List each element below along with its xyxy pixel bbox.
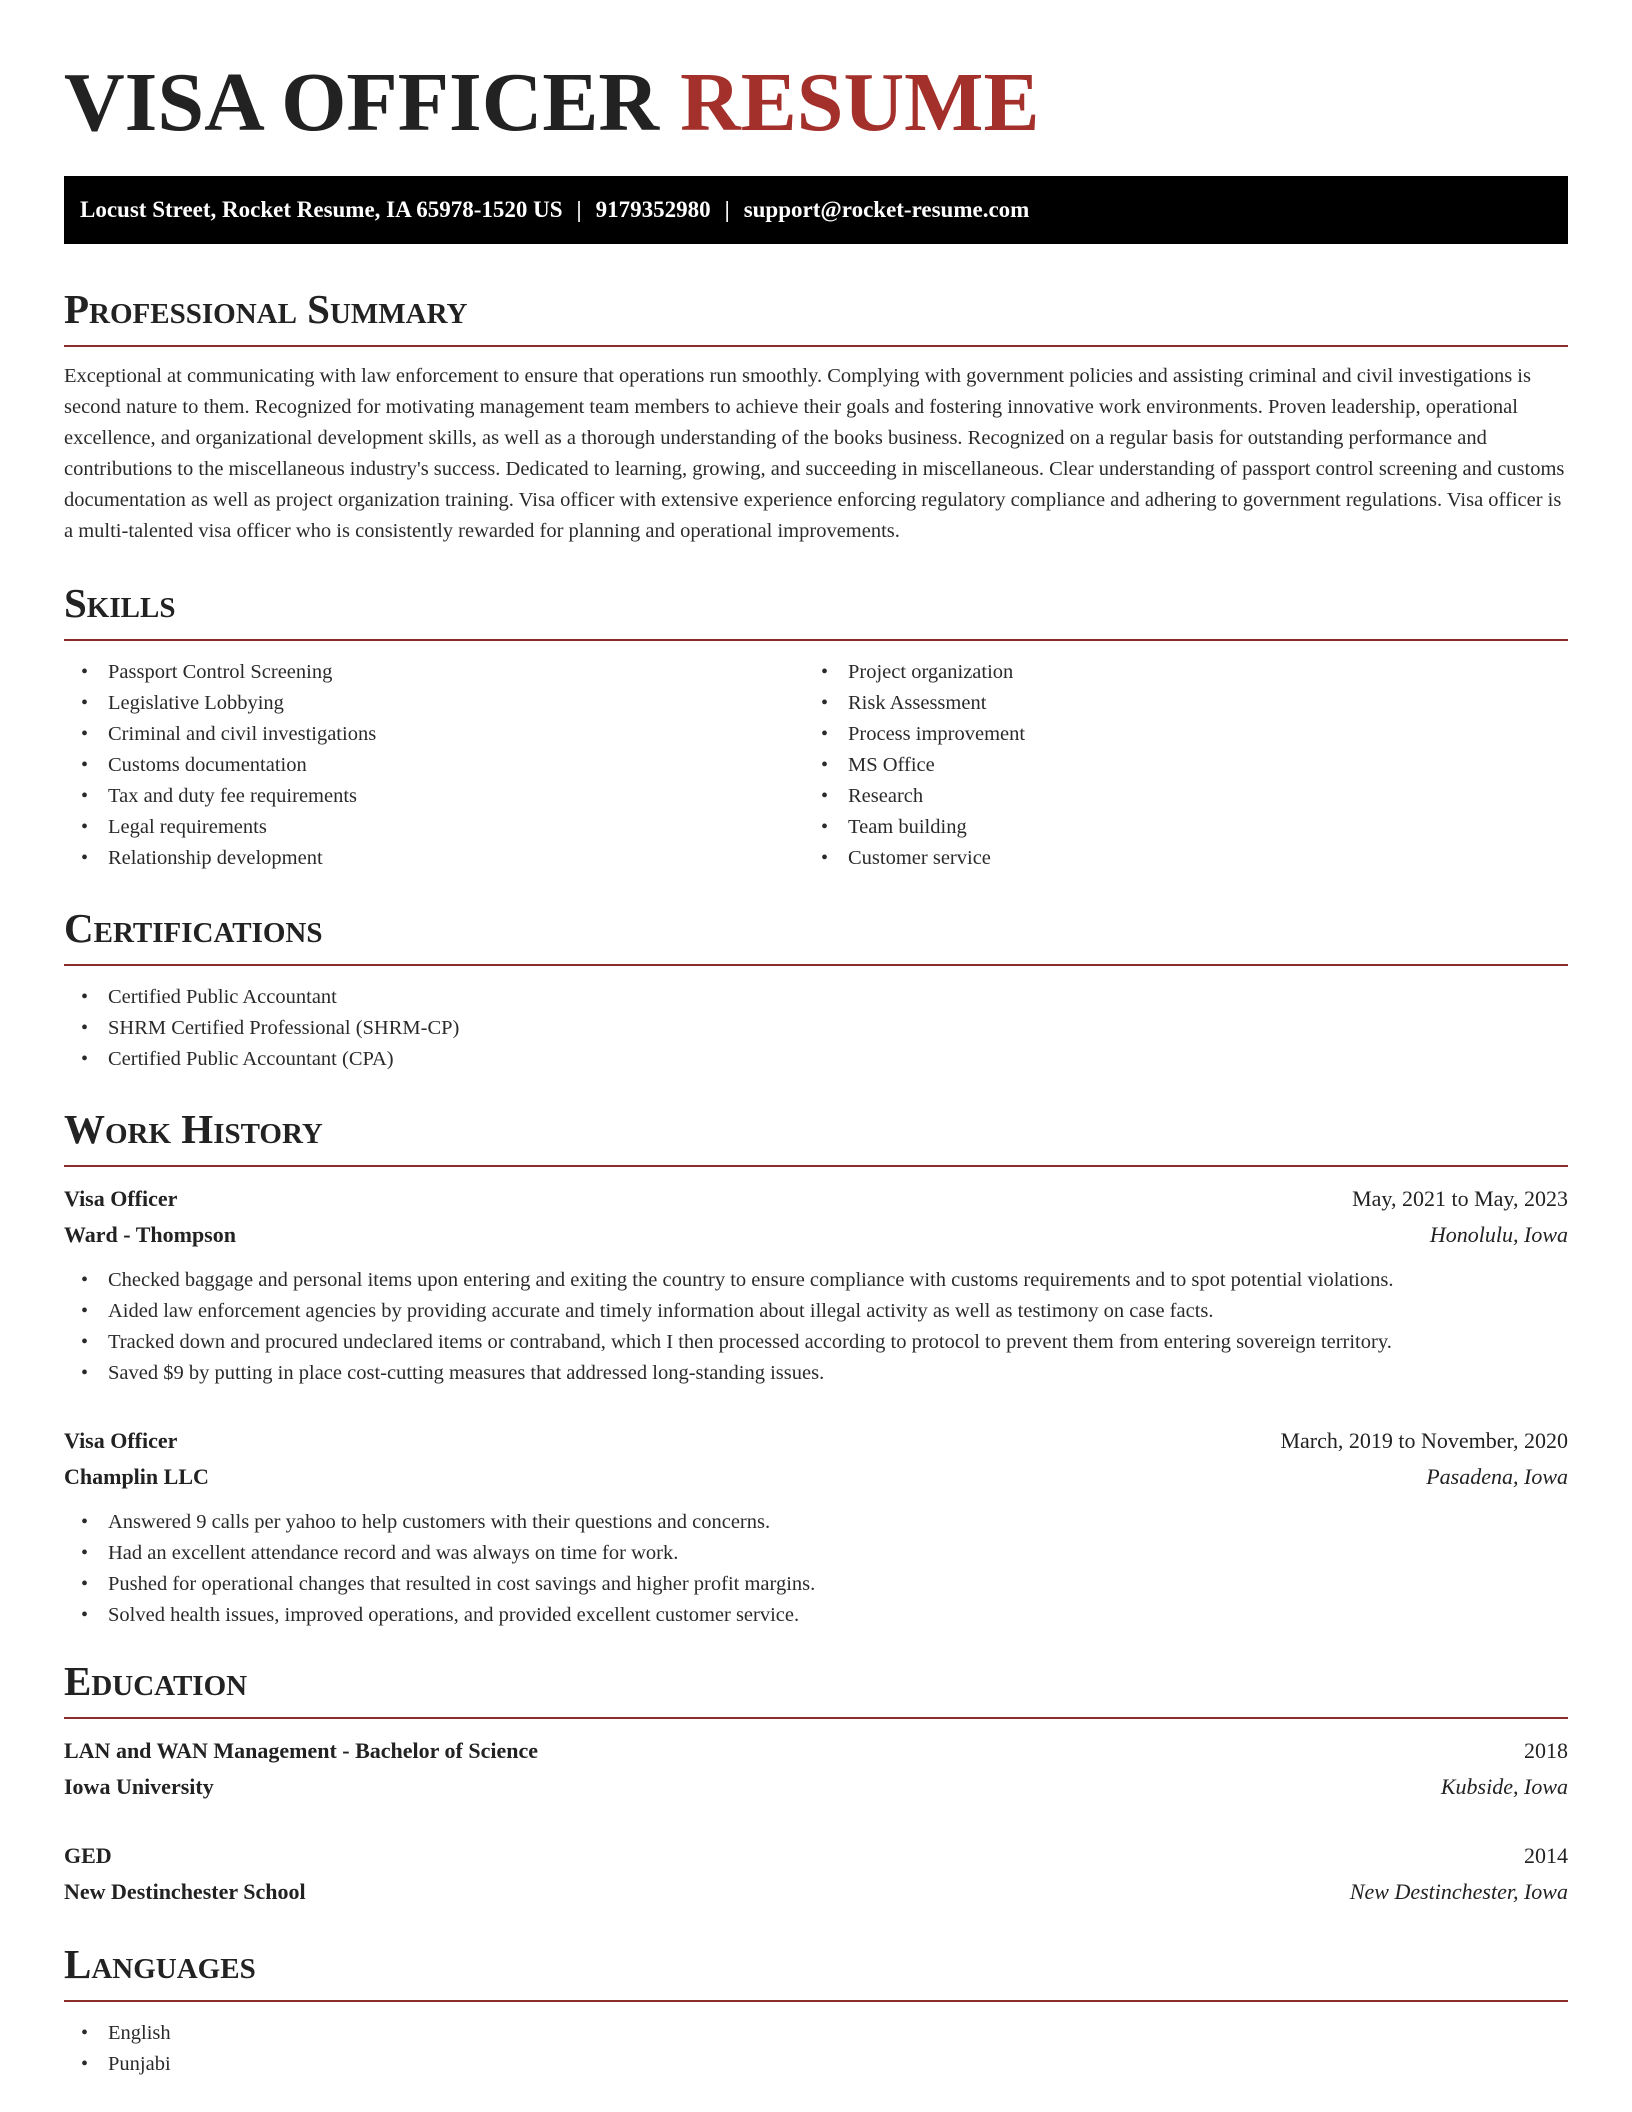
education-degree: LAN and WAN Management - Bachelor of Science	[64, 1738, 538, 1763]
certification-item: • Certified Public Accountant (CPA)	[64, 1044, 1568, 1075]
skill-item: • Legal requirements	[64, 812, 804, 843]
skill-item: • Risk Assessment	[804, 688, 1544, 719]
job-duties-list	[64, 1265, 1568, 1389]
contact-phone[interactable]: 9179352980	[595, 197, 711, 222]
job-company: Champlin LLC	[64, 1464, 209, 1489]
certification-item: • Certified Public Accountant	[64, 982, 1568, 1013]
education-entry	[64, 1733, 1568, 1805]
job-duty-item: • Had an excellent attendance record and was always on time for work.	[64, 1538, 1568, 1569]
job-duties-list	[64, 1507, 1568, 1631]
summary-heading: Professional Summary	[64, 286, 468, 332]
job-duty-item: • Checked baggage and personal items upon entering and exiting the country to ensure compliance with customs requirements and to spot potential violations.	[64, 1265, 1568, 1296]
job-title: Visa Officer	[64, 1428, 178, 1453]
education-location: Kubside, Iowa	[1440, 1774, 1568, 1799]
languages-heading: Languages	[64, 1941, 256, 1987]
language-item: • Punjabi	[64, 2049, 1568, 2080]
certification-item: • SHRM Certified Professional (SHRM-CP)	[64, 1013, 1568, 1044]
job-title: Visa Officer	[64, 1186, 178, 1211]
skill-item: • Tax and duty fee requirements	[64, 781, 804, 812]
section-divider	[64, 345, 1568, 347]
education-school: New Destinchester School	[64, 1879, 306, 1904]
job-entry	[64, 1423, 1568, 1631]
education-location: New Destinchester, Iowa	[1349, 1879, 1568, 1904]
contact-address: Locust Street, Rocket Resume, IA 65978-1520 US	[80, 197, 563, 222]
skills-grid	[64, 657, 1568, 874]
section-divider	[64, 1717, 1568, 1719]
job-duty-item: • Tracked down and procured undeclared items or contraband, which I then processed according to protocol to prevent them from entering sovereign territory.	[64, 1327, 1568, 1358]
title-main: VISA OFFICER	[64, 56, 660, 149]
summary-text: Exceptional at communicating with law enforcement to ensure that operations run smoothly. Complying with government policies and assisting criminal and civil investigations is second nature to them. Recognized for motivating management team members to achieve their goals and fostering innovative work environments. Proven leadership, operational excellence, and organizational development skills, as well as a thorough understanding of the books business. Recognized on a regular basis for outstanding performance and contributions to the miscellaneous industry's success. Dedicated to learning, growing, and succeeding in miscellaneous. Clear understanding of passport control screening and customs documentation as well as project organization training. Visa officer with extensive experience enforcing regulatory compliance and adhering to government regulations. Visa officer is a multi-talented visa officer who is consistently rewarded for planning and operational improvements.	[64, 365, 1565, 542]
skills-section	[64, 579, 1568, 874]
skill-item: • Legislative Lobbying	[64, 688, 804, 719]
job-location: Honolulu, Iowa	[1429, 1222, 1568, 1247]
education-school-row	[64, 1769, 1568, 1805]
job-company: Ward - Thompson	[64, 1222, 236, 1247]
education-school: Iowa University	[64, 1774, 214, 1799]
section-divider	[64, 964, 1568, 966]
resume-title	[64, 58, 1568, 148]
job-title-row	[64, 1423, 1568, 1459]
job-dates: May, 2021 to May, 2023	[1352, 1186, 1568, 1211]
work-history-heading: Work History	[64, 1106, 323, 1152]
education-section	[64, 1657, 1568, 1910]
job-title-row	[64, 1181, 1568, 1217]
language-item: • English	[64, 2018, 1568, 2049]
skill-item: • Customs documentation	[64, 750, 804, 781]
summary-section	[64, 285, 1568, 547]
job-duty-item: • Solved health issues, improved operations, and provided excellent customer service.	[64, 1600, 1568, 1631]
certifications-section	[64, 904, 1568, 1075]
contact-bar	[64, 176, 1568, 244]
skill-item: • Relationship development	[64, 843, 804, 874]
skill-item: • Criminal and civil investigations	[64, 719, 804, 750]
certifications-list	[64, 982, 1568, 1075]
skill-item: • Customer service	[804, 843, 1544, 874]
job-duty-item: • Aided law enforcement agencies by providing accurate and timely information about illegal activity as well as testimony on case facts.	[64, 1296, 1568, 1327]
skill-item: • Research	[804, 781, 1544, 812]
contact-email[interactable]: support@rocket-resume.com	[743, 197, 1030, 222]
job-company-row	[64, 1217, 1568, 1253]
education-degree-row	[64, 1838, 1568, 1874]
section-divider	[64, 1165, 1568, 1167]
resume-page	[64, 58, 1568, 2080]
languages-list	[64, 2018, 1568, 2080]
contact-separator: |	[576, 197, 582, 222]
skill-item: • Passport Control Screening	[64, 657, 804, 688]
skills-left-list	[64, 657, 804, 874]
education-school-row	[64, 1874, 1568, 1910]
work-history-section	[64, 1105, 1568, 1631]
education-entry	[64, 1838, 1568, 1910]
job-company-row	[64, 1459, 1568, 1495]
languages-section	[64, 1940, 1568, 2080]
skills-right-list	[804, 657, 1544, 874]
education-heading: Education	[64, 1658, 248, 1704]
title-accent: RESUME	[680, 56, 1040, 149]
education-year: 2018	[1524, 1738, 1568, 1763]
job-duty-item: • Pushed for operational changes that resulted in cost savings and higher profit margins.	[64, 1569, 1568, 1600]
skill-item: • MS Office	[804, 750, 1544, 781]
section-divider	[64, 639, 1568, 641]
skill-item: • Team building	[804, 812, 1544, 843]
job-location: Pasadena, Iowa	[1426, 1464, 1568, 1489]
skill-item: • Process improvement	[804, 719, 1544, 750]
job-duty-item: • Saved $9 by putting in place cost-cutting measures that addressed long-standing issues.	[64, 1358, 1568, 1389]
job-dates: March, 2019 to November, 2020	[1280, 1428, 1568, 1453]
section-divider	[64, 2000, 1568, 2002]
skills-heading: Skills	[64, 580, 176, 626]
skill-item: • Project organization	[804, 657, 1544, 688]
job-duty-item: • Answered 9 calls per yahoo to help customers with their questions and concerns.	[64, 1507, 1568, 1538]
education-year: 2014	[1524, 1843, 1568, 1868]
contact-separator: |	[724, 197, 730, 222]
certifications-heading: Certifications	[64, 905, 323, 951]
education-degree-row	[64, 1733, 1568, 1769]
job-entry	[64, 1181, 1568, 1389]
education-degree: GED	[64, 1843, 112, 1868]
